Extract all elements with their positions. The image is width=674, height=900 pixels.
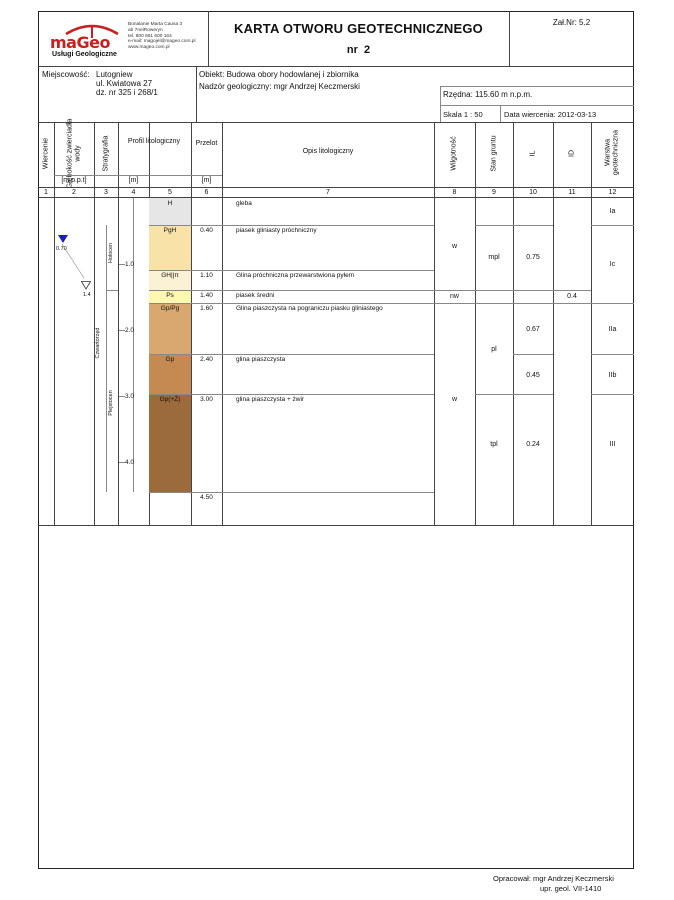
- address-line: e-mail: magojel@mageo.com.pl: [128, 39, 196, 45]
- col-number: 10: [529, 189, 537, 196]
- col-header-profile: Profil litologiczny: [127, 138, 181, 145]
- depth-label: 4.0: [125, 459, 135, 466]
- address-line: www.mageo.com.pl: [128, 45, 170, 51]
- strat-holocene: Holocen: [108, 242, 114, 264]
- divider: [475, 303, 513, 304]
- moisture-value: nw: [450, 293, 459, 300]
- logo-subtitle: Usługi Geologiczne: [52, 51, 117, 58]
- divider: [553, 290, 591, 291]
- layer-description: Glina piaszczysta na pograniczu piasku gliniastego: [236, 305, 383, 312]
- layer-description: piasek gliniasty próchniczny: [236, 227, 317, 234]
- col-header-drilling: Wiercenie: [42, 137, 50, 170]
- strat-quaternary: Czwartorzęd: [95, 327, 101, 359]
- company-address: [128, 22, 196, 51]
- state-value: mpl: [488, 254, 500, 261]
- divider: [38, 66, 634, 67]
- layer-boundary: [149, 290, 434, 291]
- col-line: [222, 122, 223, 525]
- layer-boundary: [149, 492, 434, 493]
- divider: [513, 225, 553, 226]
- logo-text: maGeo: [50, 33, 110, 52]
- depth-label: 2.0: [125, 327, 135, 334]
- col-number: 1: [44, 189, 48, 196]
- col-number: 9: [492, 189, 496, 196]
- divider: [440, 105, 634, 106]
- divider: [553, 303, 591, 304]
- divider: [591, 225, 634, 226]
- address-line: Bonalanie Marta Causa 3: [128, 22, 183, 27]
- scale: Skala 1 : 50: [443, 110, 483, 119]
- layer-depth: 1.10: [200, 272, 213, 279]
- layer-depth: 3.00: [200, 396, 213, 403]
- geo-layer: III: [609, 441, 616, 448]
- col-number: 4: [131, 189, 136, 196]
- divider: [500, 105, 501, 122]
- col-number: 6: [204, 189, 209, 196]
- water-level-encountered-icon: [81, 281, 91, 290]
- col-line: [553, 122, 554, 525]
- col-header-description: Opis litologiczny: [302, 148, 354, 155]
- layer-boundary: [149, 394, 434, 395]
- divider: [475, 290, 513, 291]
- divider: [54, 175, 222, 176]
- layer-symbol: Gp/Pg: [160, 305, 180, 312]
- water-level-stabilized-icon: [58, 235, 68, 244]
- table-bottom: [38, 525, 634, 526]
- layer-symbol: PgH: [163, 227, 177, 234]
- layer-boundary: [149, 354, 434, 355]
- col-line: [591, 122, 592, 525]
- layer-boundary: [149, 303, 434, 304]
- divider: [513, 290, 553, 291]
- attachment-number: Zał.Nr: 5.2: [552, 18, 591, 27]
- layer-description: glina piaszczysta: [236, 356, 286, 363]
- layer-boundary: [149, 270, 434, 271]
- col-line: [475, 122, 476, 525]
- col-header-state: Stan gruntu: [490, 135, 498, 172]
- col-header-water-depth: Głębokość zwierciadła wody: [66, 118, 81, 189]
- il-value: 0.45: [526, 372, 540, 379]
- project-supervisor: Nadzór geologiczny: mgr Andrzej Keczmerski: [199, 82, 360, 91]
- divider: [434, 290, 475, 291]
- divider: [513, 394, 553, 395]
- location-parcels: dz. nr 325 i 268/1: [96, 88, 158, 97]
- id-value: 0.4: [567, 293, 577, 300]
- layer-depth: 1.40: [200, 292, 213, 299]
- layer-description: glina piaszczysta + żwir: [236, 396, 305, 403]
- layer-fill-6: [149, 394, 191, 492]
- moisture-value: w: [451, 243, 458, 250]
- sheet-number: [208, 44, 509, 56]
- geo-layer: Ia: [609, 208, 616, 215]
- company-logo: [50, 22, 125, 60]
- il-value: 0.75: [526, 254, 540, 261]
- col-header-stratigraphy: Stratygrafia: [102, 135, 110, 172]
- layer-symbol: H: [167, 200, 173, 207]
- layer-depth: 2.40: [200, 356, 213, 363]
- layer-description: gleba: [236, 200, 252, 207]
- divider: [440, 86, 441, 122]
- col-number: 8: [452, 189, 457, 196]
- col-header-moisture: Wilgotność: [450, 136, 458, 171]
- state-value: pl: [491, 346, 497, 353]
- license-number: upr. geol. VII-1410: [540, 884, 602, 893]
- strat-divider: [106, 225, 107, 492]
- divider: [591, 394, 634, 395]
- col-header-id: ID: [568, 150, 576, 157]
- water-level-stabilized: 0.70: [56, 246, 67, 252]
- divider: [591, 354, 634, 355]
- col-line: [513, 122, 514, 525]
- divider: [196, 66, 197, 122]
- location-place: Lutogniew: [96, 70, 133, 79]
- strat-pleistocene: Plejstocen: [108, 390, 114, 416]
- layer-description: Glina próchniczna przewarstwiona pyłem: [236, 272, 355, 279]
- divider: [513, 354, 553, 355]
- address-line: tel. 600 661 600 164: [128, 33, 172, 39]
- divider: [38, 187, 634, 188]
- unit-profile: [m]: [128, 177, 139, 184]
- geo-layer: Ic: [609, 261, 616, 268]
- project-object: Obiekt: Budowa obory hodowlanej i zbiornika: [199, 70, 359, 79]
- col-number: 7: [326, 189, 330, 196]
- col-header-interval: Przelot: [195, 140, 218, 147]
- depth-label: 1.0: [125, 261, 135, 268]
- divider: [434, 303, 475, 304]
- il-value: 0.67: [526, 326, 540, 333]
- il-value: 0.24: [526, 441, 540, 448]
- depth-label: 3.0: [125, 393, 135, 400]
- layer-symbol: Gp(+Ż): [159, 396, 181, 403]
- page-title: KARTA OTWORU GEOTECHNICZNEGO: [234, 21, 483, 36]
- address-line: ab 7nelRoweryn: [128, 27, 163, 33]
- location-street: ul. Kwiatowa 27: [96, 79, 153, 88]
- water-encountered-line: [60, 244, 90, 284]
- layer-description: piasek średni: [236, 292, 275, 299]
- location-label: Miejscowość:: [42, 70, 90, 79]
- col-number: 2: [72, 189, 76, 196]
- layer-boundary: [149, 225, 434, 226]
- col-line: [434, 122, 435, 525]
- prepared-by: Opracował: mgr Andrzej Keczmerski: [493, 874, 614, 883]
- location-block: [96, 70, 158, 97]
- water-level-encountered: 1.4: [83, 292, 91, 298]
- unit-interval: [m]: [201, 177, 212, 184]
- state-value: tpl: [490, 441, 498, 448]
- divider: [208, 11, 209, 66]
- moisture-value: w: [451, 396, 458, 403]
- col-number: 12: [608, 189, 617, 196]
- geo-layer: IIa: [608, 326, 617, 333]
- layer-symbol: GH||π: [161, 272, 179, 279]
- col-header-il: IL: [529, 150, 537, 157]
- number-label: nr: [346, 44, 358, 56]
- divider: [38, 197, 634, 198]
- layer-depth: 1.60: [200, 305, 213, 312]
- drill-date: Data wiercenia: 2012-03-13: [504, 110, 597, 119]
- layer-symbol: Ps: [166, 292, 174, 299]
- col-number: 11: [568, 189, 576, 196]
- divider: [591, 303, 634, 304]
- divider: [38, 122, 634, 123]
- number-value: 2: [364, 44, 371, 56]
- col-header-layer: Warstwa geotechniczna: [604, 129, 619, 176]
- unit-water: [m.p.p.t]: [61, 177, 87, 184]
- divider: [440, 86, 634, 87]
- geo-layer: IIb: [608, 372, 617, 379]
- bottom-depth: 4.50: [200, 494, 213, 501]
- depth-scale-line: [133, 198, 134, 492]
- col-number: 5: [168, 189, 172, 196]
- strat-divider: [106, 290, 118, 291]
- layer-depth: 0.40: [200, 227, 213, 234]
- divider: [513, 303, 553, 304]
- ordinate: Rzędna: 115.60 m n.p.m.: [443, 90, 533, 99]
- divider: [475, 225, 513, 226]
- layer-symbol: Gp: [165, 356, 175, 363]
- divider: [475, 394, 513, 395]
- col-number: 3: [104, 189, 108, 196]
